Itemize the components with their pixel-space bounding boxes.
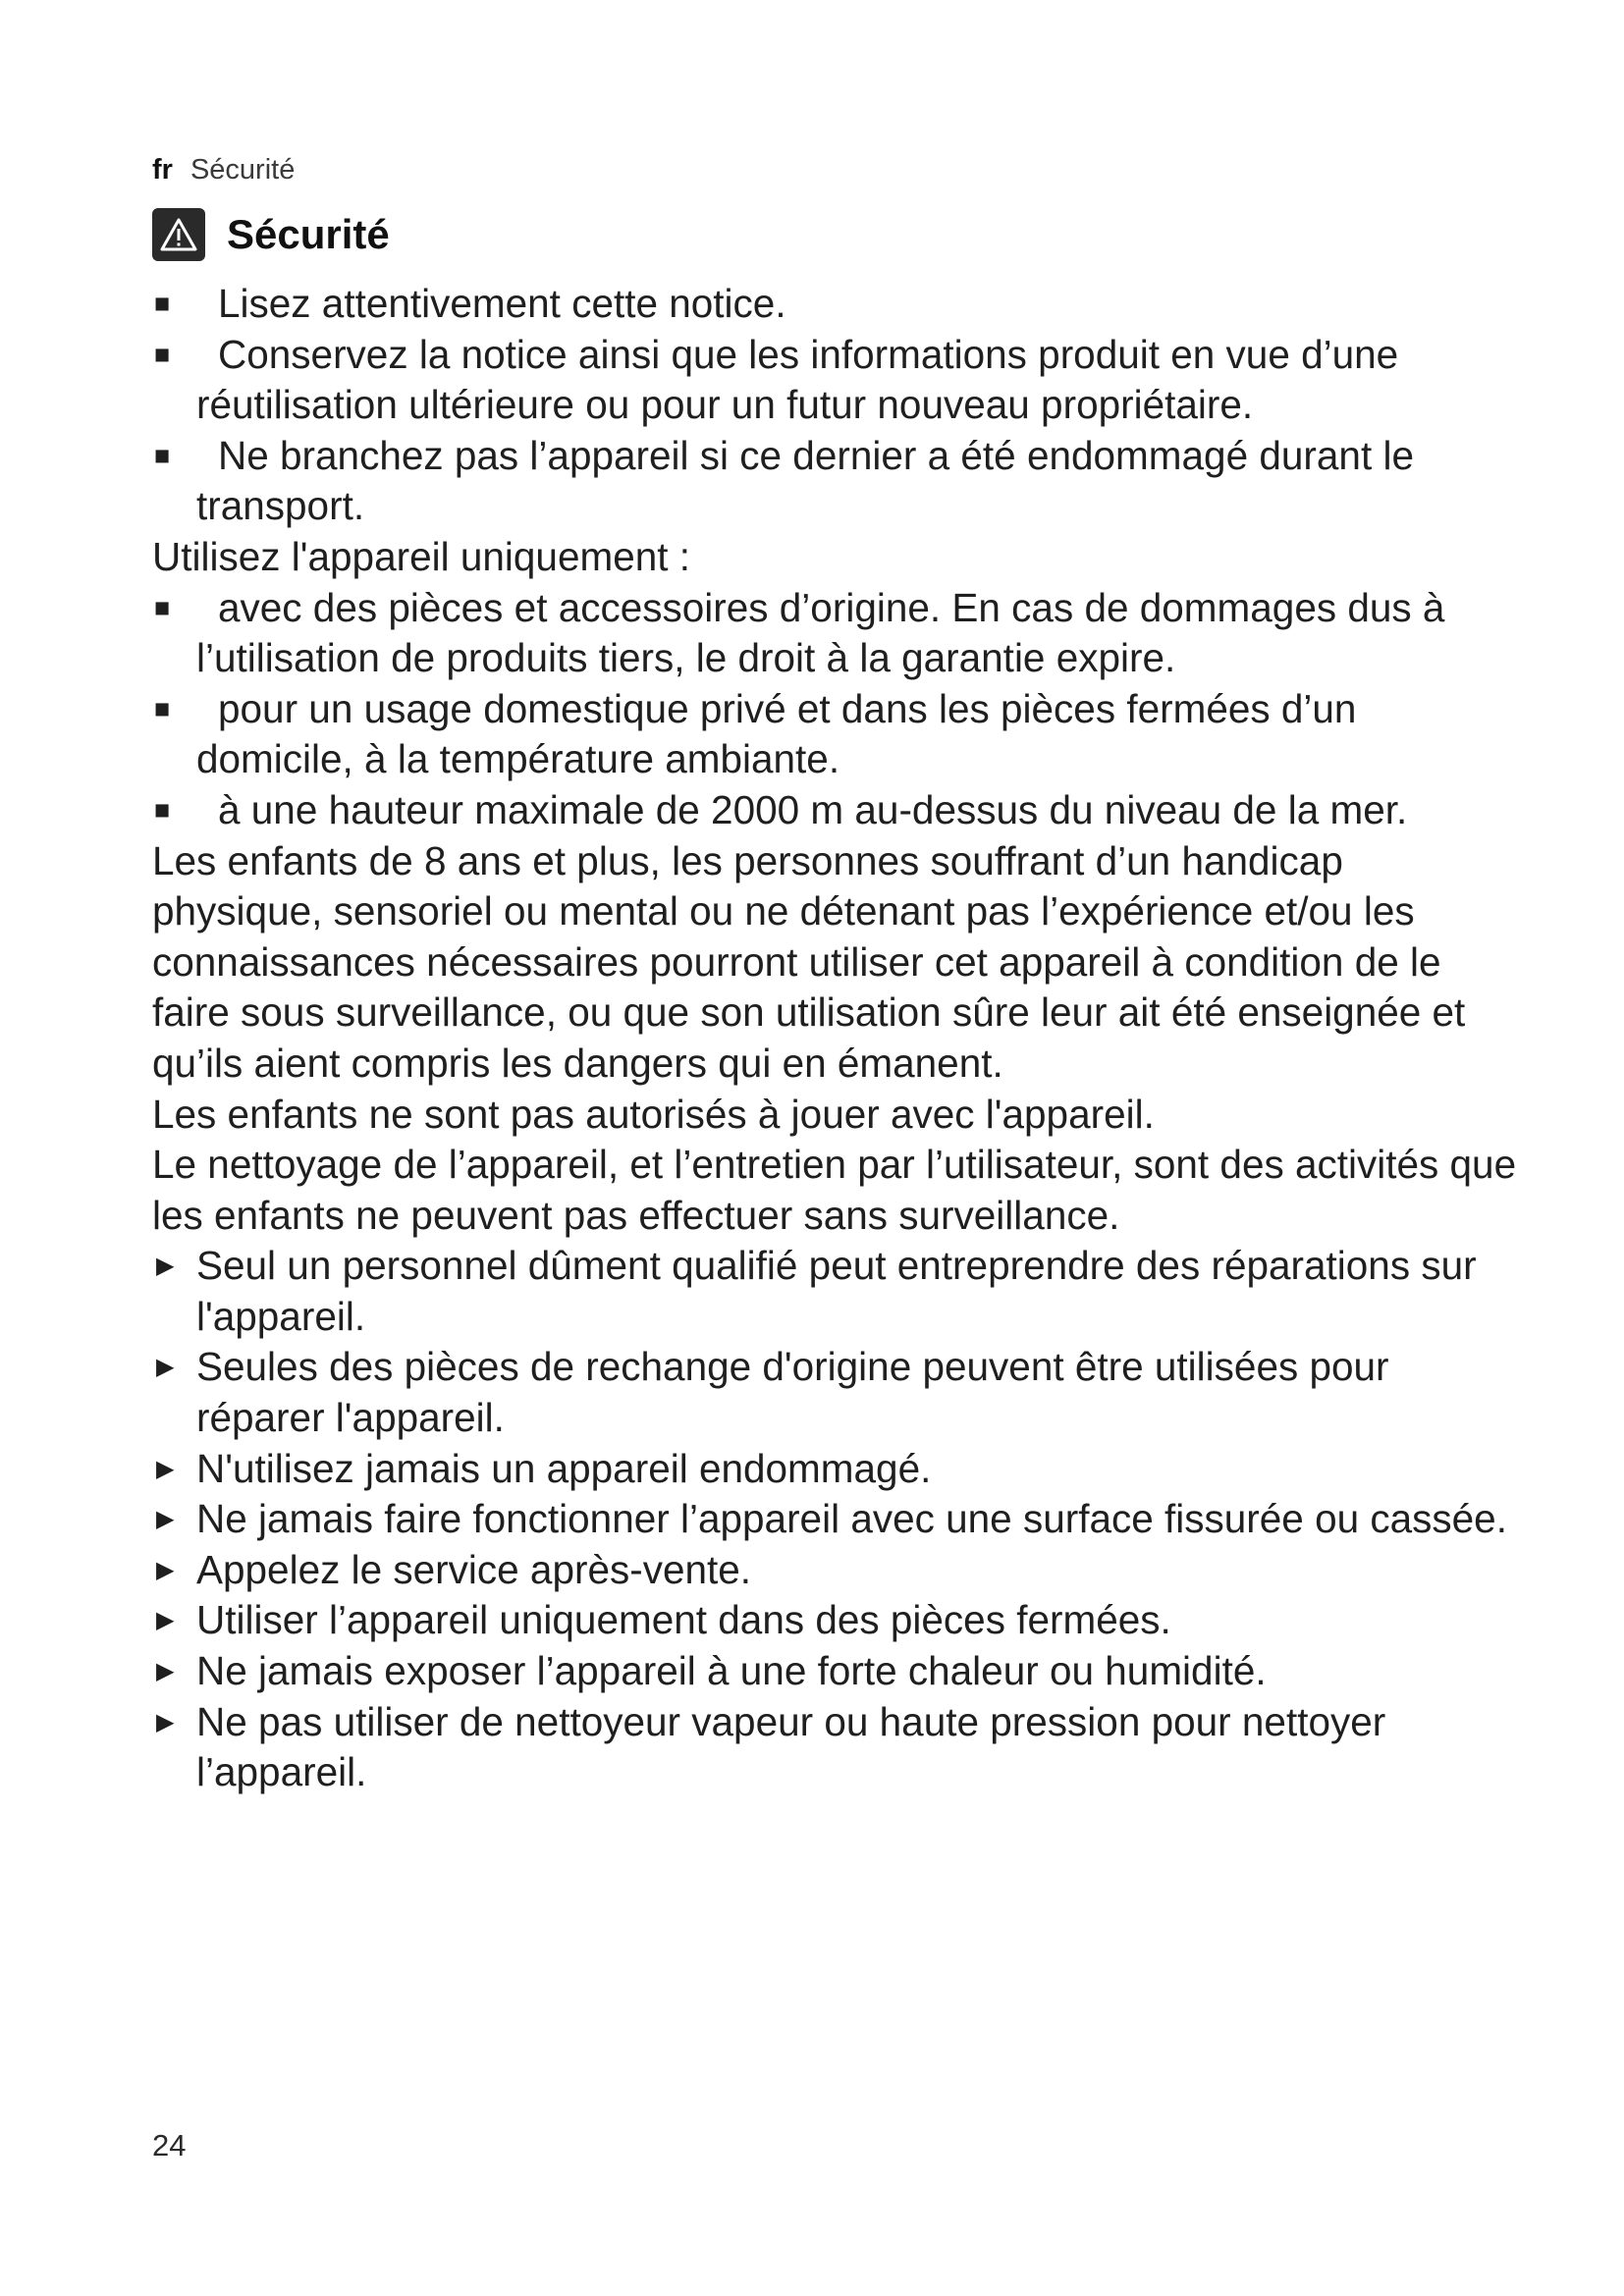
item-text: Utiliser l’appareil uniquement dans des pièces fermées. xyxy=(196,1597,1171,1643)
item-text: Ne jamais faire fonctionner l’appareil avec une surface fissurée ou cassée. xyxy=(196,1496,1507,1542)
bullet-item xyxy=(152,279,1517,330)
bullet-item xyxy=(152,785,1517,836)
item-text: Ne pas utiliser de nettoyeur vapeur ou haute pression pour nettoyer l’appareil. xyxy=(196,1698,1386,1795)
square-bullet-icon: ■ xyxy=(154,289,171,318)
action-item xyxy=(152,1444,1517,1495)
page-number: 24 xyxy=(152,2128,187,2163)
action-item xyxy=(152,1595,1517,1646)
action-item xyxy=(152,1342,1517,1443)
action-item xyxy=(152,1494,1517,1545)
item-text: à une hauteur maximale de 2000 m au-dessus du niveau de la mer. xyxy=(218,786,1408,832)
action-item xyxy=(152,1646,1517,1697)
item-text: Seules des pièces de rechange d'origine peuvent être utilisées pour réparer l'appareil. xyxy=(196,1344,1389,1441)
action-item xyxy=(152,1697,1517,1798)
action-item xyxy=(152,1241,1517,1342)
triangle-bullet-icon: ▶ xyxy=(156,1556,175,1583)
square-bullet-icon: ■ xyxy=(154,794,171,825)
triangle-bullet-icon: ▶ xyxy=(156,1708,175,1735)
section-heading xyxy=(152,208,390,261)
item-text: Conservez la notice ainsi que les informations produit en vue d’une réutilisation ultérieure ou pour un futur nouveau propriétaire. xyxy=(196,331,1399,428)
bullet-item xyxy=(152,431,1517,532)
item-text: N'utilisez jamais un appareil endommagé. xyxy=(196,1445,932,1491)
item-text: Seul un personnel dûment qualifié peut entreprendre des réparations sur l'appareil. xyxy=(196,1243,1477,1339)
paragraph: Les enfants ne sont pas autorisés à jouer avec l'appareil. xyxy=(152,1091,1155,1137)
bullet-item xyxy=(152,583,1517,684)
page-title: Sécurité xyxy=(227,211,390,257)
paragraph: Le nettoyage de l’appareil, et l’entretien par l’utilisateur, sont des activités que les enfants ne peuvent pas effectuer sans surveillance. xyxy=(152,1142,1517,1238)
safety-content xyxy=(152,279,1517,1798)
item-text: Appelez le service après-vente. xyxy=(196,1546,752,1592)
running-header xyxy=(152,153,295,187)
item-text: Ne branchez pas l’appareil si ce dernier a été endommagé durant le transport. xyxy=(196,432,1414,529)
triangle-bullet-icon: ▶ xyxy=(156,1354,175,1381)
triangle-bullet-icon: ▶ xyxy=(156,1506,175,1533)
square-bullet-icon: ■ xyxy=(154,693,171,723)
bullet-item xyxy=(152,330,1517,431)
bullet-item xyxy=(152,684,1517,785)
triangle-bullet-icon: ▶ xyxy=(156,1607,175,1634)
action-item xyxy=(152,1545,1517,1596)
square-bullet-icon: ■ xyxy=(154,339,171,369)
item-text: Ne jamais exposer l’appareil à une forte chaleur ou humidité. xyxy=(196,1648,1267,1694)
triangle-bullet-icon: ▶ xyxy=(156,1253,175,1280)
square-bullet-icon: ■ xyxy=(154,592,171,622)
item-text: pour un usage domestique privé et dans les pièces fermées d’un domicile, à la température ambiante. xyxy=(196,685,1357,782)
paragraph: Les enfants de 8 ans et plus, les personnes souffrant d’un handicap physique, sensoriel ou mental ou ne détenant pas l’expérience et/ou les connaissances nécessaires pourront utiliser cet appareil à condition de le faire sous surveillance, ou que son utilisation sûre leur ait été enseignée et qu’ils aient compris les dangers qui en émanent. xyxy=(152,837,1466,1086)
warning-triangle-icon xyxy=(152,208,205,261)
triangle-bullet-icon: ▶ xyxy=(156,1658,175,1685)
language-code: fr xyxy=(152,154,173,186)
paragraph: Utilisez l'appareil uniquement : xyxy=(152,533,691,579)
header-section-name: Sécurité xyxy=(189,154,296,186)
triangle-bullet-icon: ▶ xyxy=(156,1455,175,1482)
item-text: Lisez attentivement cette notice. xyxy=(218,281,786,326)
square-bullet-icon: ■ xyxy=(154,440,171,470)
item-text: avec des pièces et accessoires d’origine. En cas de dommages dus à l’utilisation de produits tiers, le droit à la garantie expire. xyxy=(196,584,1445,681)
